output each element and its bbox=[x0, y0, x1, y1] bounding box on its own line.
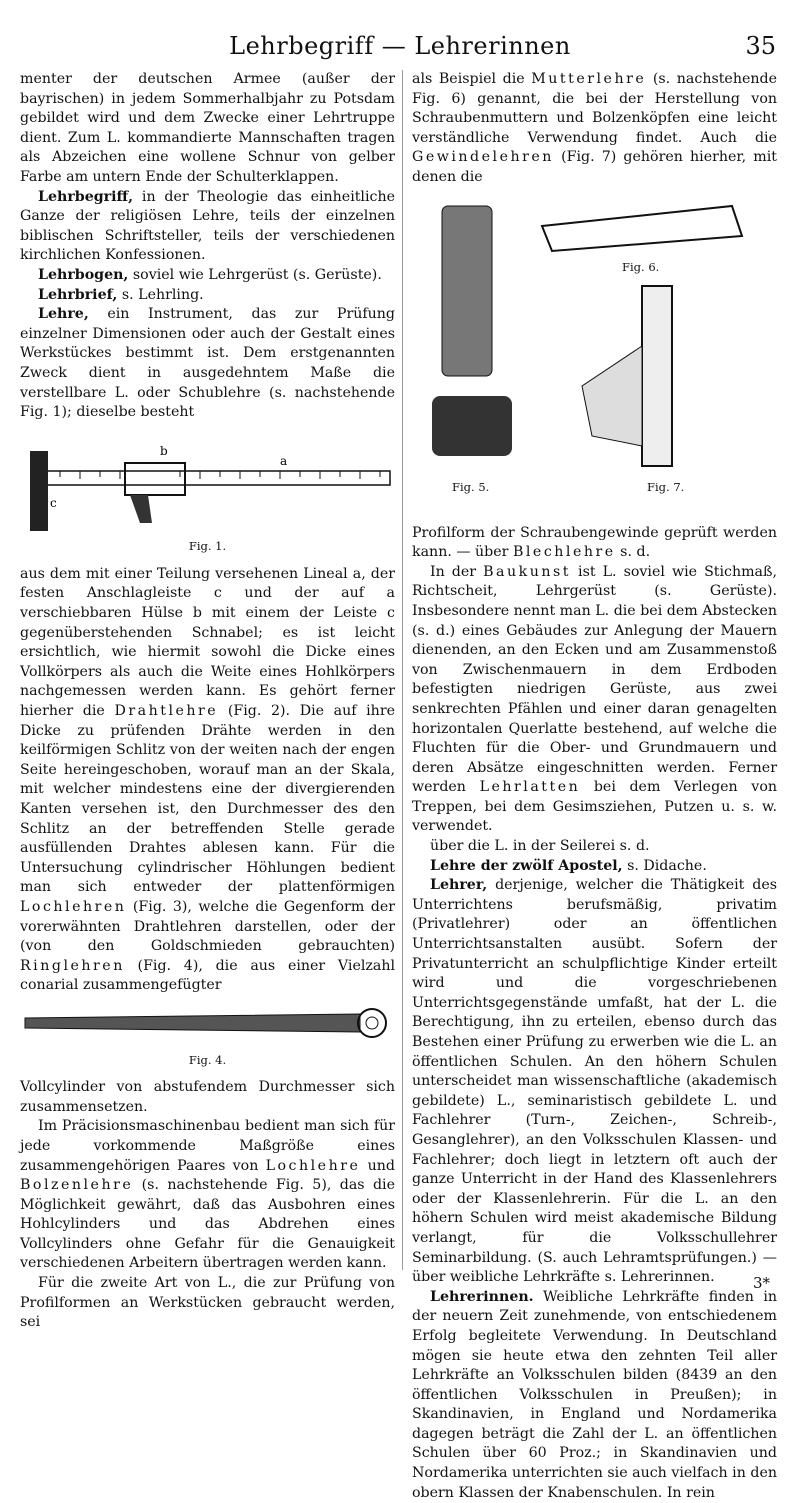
right-column bbox=[412, 70, 777, 1503]
left-column bbox=[20, 70, 395, 1333]
headword: Lehre der zwölf Apostel, bbox=[430, 857, 623, 874]
headword: Lehrbegriff, bbox=[38, 188, 134, 205]
headword: Lehre, bbox=[38, 306, 89, 323]
text: (Fig. 3), welche die Gegenform der vorerwähnten Drahtlehren darstellen, oder der (von den Goldschmieden gebrauchten) bbox=[20, 898, 395, 955]
entry-lehrbegriff bbox=[20, 188, 395, 266]
figure-5-caption: Fig. 5. bbox=[452, 479, 490, 494]
figure-1-caption: Fig. 1. bbox=[188, 539, 227, 554]
term-gewindelehren: Gewindelehren bbox=[412, 149, 554, 166]
term-lochlehren: Lochlehren bbox=[20, 898, 127, 915]
entry-text: in der Theologie das einheitliche Ganze der religiösen Lehre, teils der einzelnen biblischen Schriftsteller, teils der verschiedenen kirchlichen Konfessionen. bbox=[20, 188, 395, 264]
text: (Fig. 2). Die auf ihre Dicke zu prüfenden Drähte werden in den keilförmigen Schlitz von der weiten nach der engen Seite hereingeschoben, worauf man an der Skala, mit welcher mindestens eine der divergierenden Kanten versehen ist, den Durchmesser des den Schlitz an der betreffenden Stelle gerade ausfüllenden Drahtes ablesen kann. Für die Untersuchung cylindrischer Höhlungen bedient man sich entweder der plattenförmigen bbox=[20, 703, 395, 896]
fig1-label-a: a bbox=[280, 453, 288, 468]
figures-5-6-7 bbox=[412, 196, 777, 516]
term-ringlehren: Ringlehren bbox=[20, 957, 125, 974]
gauges-illustration bbox=[412, 196, 777, 516]
paragraph: Für die zweite Art von L., die zur Prüfung von Profilformen an Werkstücken gebraucht werden, sei bbox=[20, 1275, 395, 1331]
paragraph-continuation: menter der deutschen Armee (außer der bayrischen) in jedem Sommerhalbjahr zu Potsdam gebildet wird und dem Zwecke einer Lehrtruppe dient. Zum L. kommandierte Mannschaften tragen als Abzeichen eine wollene Schnur von gelber Farbe am untern Ende der Schulterklappen. bbox=[20, 71, 395, 185]
text: und bbox=[360, 1157, 395, 1174]
text: ist L. soviel wie Stichmaß, Richtscheit, Lehrgerüst (s. Gerüste). Insbesondere nennt man L. die bei dem Abstecken (s. d.) eines Gebäudes zur Anlegung der Mauern dienenden, an den Ecken und am Zusammenstoß von Zwischenmauern in dem Erdboden befestigten niedrigen Gerüste, aus zwei senkrechten Pfählen und einer daran genagelten horizontalen Querlatte bestehend, auf welche die Fluchten für die Ober- und Grundmauern und deren Absätze eingeschnitten werden. Ferner werden bbox=[412, 563, 778, 796]
running-title: Lehrbegriff — Lehrerinnen bbox=[229, 32, 571, 60]
text: (s. nachstehende Fig. 5), das die Möglichkeit gewährt, daß das Ausbohren eines Hohlcylinders und das Abdrehen eines Vollcylinders ohne Gefahr für die Genauigkeit verschiedenen Arbeitern übertragen werden kann. bbox=[20, 1177, 395, 1272]
term-bolzenlehre: Bolzenlehre bbox=[20, 1177, 134, 1194]
entry-text: s. Lehrling. bbox=[117, 286, 204, 303]
signature-mark: 3* bbox=[752, 1274, 770, 1292]
text: (Fig. 4), die aus einer Vielzahl conarial zusammengefügter bbox=[20, 957, 395, 994]
column-divider bbox=[402, 70, 403, 1270]
paragraph-mutterlehre bbox=[412, 70, 777, 188]
figure-4-caption: Fig. 4. bbox=[188, 1052, 227, 1067]
text: In der bbox=[430, 563, 477, 580]
entry-text: soviel wie Lehrgerüst (s. Gerüste). bbox=[128, 266, 382, 283]
paragraph-caliper-description bbox=[20, 565, 395, 996]
entry-lehre-der-zwoelf-apostel bbox=[412, 857, 777, 877]
term-drahtlehre: Drahtlehre bbox=[114, 703, 219, 720]
fig1-label-b: b bbox=[160, 443, 168, 458]
entry-text: s. Didache. bbox=[622, 857, 707, 874]
entry-lehre bbox=[20, 305, 395, 423]
text: Im Präcisionsmaschinenbau bedient man sich für jede vorkommende Maßgröße eines zusammengehörigen Paares von bbox=[20, 1118, 395, 1174]
figure-6-caption: Fig. 6. bbox=[622, 259, 660, 274]
caliper-illustration bbox=[20, 431, 395, 531]
ring-gauge-illustration bbox=[20, 1004, 395, 1044]
entry-lehrbrief bbox=[20, 286, 395, 306]
page-header bbox=[0, 28, 800, 68]
term-lochlehre: Lochlehre bbox=[265, 1157, 361, 1174]
paragraph-blechlehre bbox=[412, 524, 777, 563]
figure-4-ring-gauge bbox=[20, 1004, 395, 1070]
text: aus dem mit einer Teilung versehenen Lineal a, der festen Anschlagleiste c und der auf a verschiebbaren Hülse b mit einem der Leiste c gegenüberstehenden Schnabel; es ist leicht ersichtlich, wie hiermit sowohl die Dicke eines Vollkörpers als auch die Weite eines Hohlkörpers nachgemessen werden kann. Es gehört ferner hierher die bbox=[20, 565, 395, 720]
headword: Lehrbrief, bbox=[38, 286, 118, 303]
text: s. d. bbox=[615, 544, 651, 561]
term-blechlehre: Blechlehre bbox=[512, 544, 616, 561]
text: bei dem Verlegen von Treppen, bei dem Gesimsziehen, Putzen u. s. w. verwendet. bbox=[412, 779, 777, 835]
paragraph-praezision bbox=[20, 1117, 395, 1274]
text: Profilform der Schraubengewinde geprüft werden kann. — über bbox=[412, 524, 777, 561]
headword: Lehrbogen, bbox=[38, 266, 129, 283]
entry-text: Weibliche Lehrkräfte finden in der neuern Zeit zunehmende, von entschiedenem Erfolg begleitete Verwendung. In Deutschland mögen sie heute etwa den zehnten Teil aller Lehrkräfte an Volksschulen bilden (8439 an den öffentlichen Volksschulen in Preußen); in Skandinavien, in England und Nordamerika dagegen beträgt die Zahl der L. an öffentlichen Schulen über 60 Proz.; in Skandinavien und Nordamerika unterrichten sie auch vielfach in den obern Klassen der Knabenschulen. In rein bbox=[412, 1288, 777, 1501]
term-mutterlehre: Mutterlehre bbox=[531, 71, 647, 87]
entry-lehrer bbox=[412, 876, 777, 1287]
page-number: 35 bbox=[745, 32, 776, 60]
paragraph-baukunst bbox=[412, 563, 777, 837]
entry-text: ein Instrument, das zur Prüfung einzelner Dimensionen oder auch der Gestalt eines Werkstückes bestimmt ist. Dem erstgenannten Zweck dient in ausgedehntem Maße die verstellbare L. oder Schublehre (s. nachstehende Fig. 1); dieselbe besteht bbox=[20, 306, 395, 421]
fig1-label-c: c bbox=[50, 495, 57, 510]
text: (s. nachstehende Fig. 6) genannt, die bei der Herstellung von Schraubenmuttern und Bolzenköpfen eine leicht verständliche Verwendung findet. Auch die bbox=[412, 71, 777, 146]
term-lehrlatten: Lehrlatten bbox=[479, 779, 581, 796]
entry-lehrbogen bbox=[20, 266, 395, 286]
paragraph-seilerei: über die L. in der Seilerei s. d. bbox=[430, 838, 650, 855]
paragraph: Vollcylinder von abstufendem Durchmesser sich zusammensetzen. bbox=[20, 1079, 395, 1115]
headword: Lehrer, bbox=[430, 877, 488, 894]
term-baukunst: Baukunst bbox=[483, 563, 571, 580]
figure-1-caliper bbox=[20, 431, 395, 557]
text: (Fig. 7) gehören hierher, mit denen die bbox=[412, 149, 777, 185]
entry-text: derjenige, welcher die Thätigkeit des Unterrichtens berufsmäßig, privatim (Privatlehrer) oder an öffentlichen Unterrichtsanstalten ausübt. Sofern der Privatunterricht an schulpflichtige Kinder erteilt wird und die vorgeschriebenen Unterrichtsgegenstände umfaßt, hat der L. die Berechtigung, ihn zu erteilen, ebenso durch das Bestehen einer Prüfung zu erwerben wie die L. an öffentlichen Schulen. An den höhern Schulen unterscheidet man wissenschaftliche (akademisch gebildete) L., seminaristisch gebildete L. und Fachlehrer (Turn-, Zeichen-, Schreib-, Gesanglehrer), an den Volksschulen Klassen- und Fachlehrer; doch liegt in letztern oft auch der ganze Unterricht in der Hand des Klassenlehrers oder der Klassenlehrerin. Für die L. an den höhern Schulen wird meist akademische Bildung verlangt, für die Volksschullehrer Seminarbildung. (S. auch Lehramtsprüfungen.) — über weibliche Lehrkräfte s. Lehrerinnen. bbox=[412, 877, 777, 1286]
text: als Beispiel die bbox=[412, 71, 525, 87]
entry-lehrerinnen bbox=[412, 1288, 777, 1503]
figure-7-caption: Fig. 7. bbox=[647, 479, 685, 494]
headword: Lehrerinnen. bbox=[430, 1288, 534, 1305]
